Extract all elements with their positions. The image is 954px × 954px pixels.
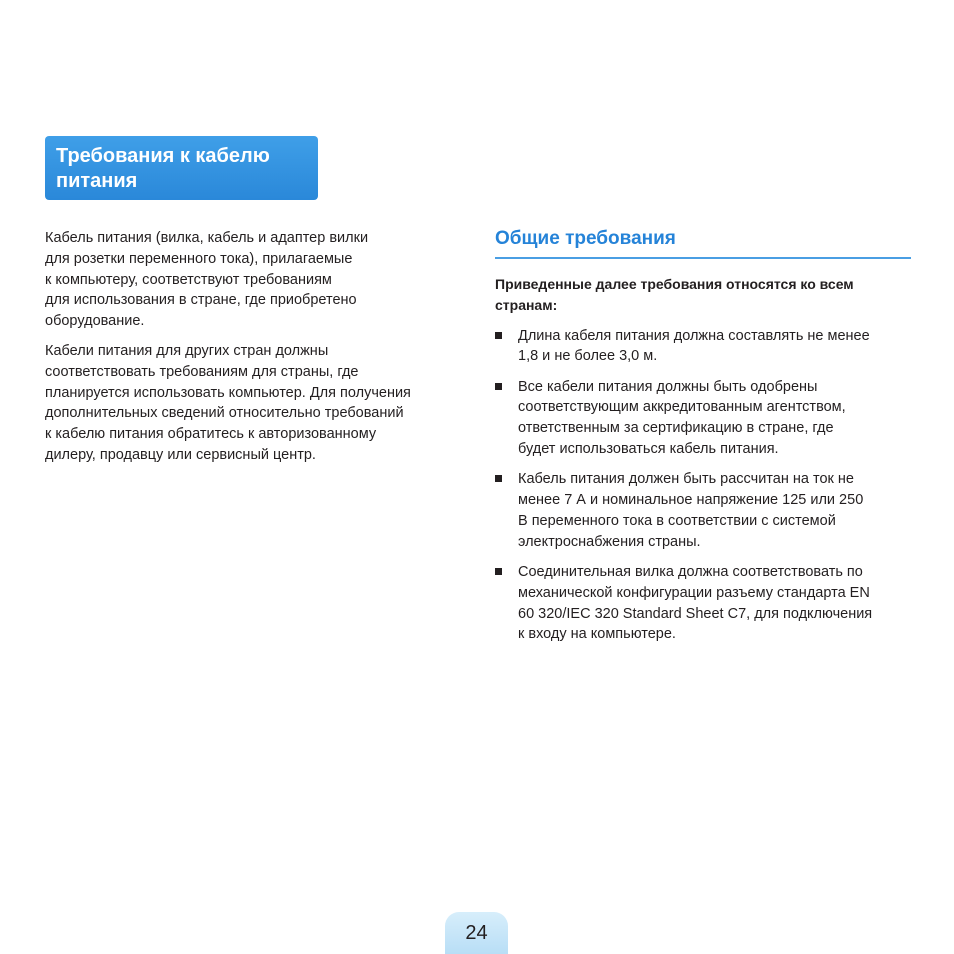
- list-item: [495, 377, 911, 460]
- text-line: соответствовать требованиям для страны, где: [45, 363, 359, 380]
- general-requirements-heading: Общие требования: [495, 226, 911, 259]
- text-line: Кабель питания должен быть рассчитан на ток не: [518, 471, 854, 488]
- text-line: Соединительная вилка должна соответствовать по: [518, 564, 863, 581]
- text-line: ответственным за сертификацию в стране, где: [518, 420, 834, 437]
- text-line: странам:: [495, 296, 558, 313]
- square-bullet-icon: [495, 475, 502, 482]
- text-line: механической конфигурации разъему стандарта EN: [518, 584, 870, 601]
- text-line: Кабели питания для других стран должны: [45, 342, 329, 359]
- list-item: [495, 469, 911, 552]
- square-bullet-icon: [495, 332, 502, 339]
- square-bullet-icon: [495, 568, 502, 575]
- text-line: Кабель питания (вилка, кабель и адаптер вилки: [45, 230, 369, 246]
- section-title-box: [45, 136, 318, 200]
- text-line: для розетки переменного тока), прилагаемые: [45, 250, 353, 267]
- left-column: [45, 228, 457, 475]
- text-line: электроснабжения страны.: [518, 533, 701, 550]
- requirements-list: [495, 326, 911, 646]
- square-bullet-icon: [495, 383, 502, 390]
- text-line: планируется использовать компьютер. Для получения: [45, 384, 411, 401]
- text-line: будет использоваться кабель питания.: [518, 441, 779, 458]
- text-line: менее 7 А и номинальное напряжение 125 или 250: [518, 492, 864, 509]
- text-line: 1,8 и не более 3,0 м.: [518, 348, 658, 365]
- text-line: к входу на компьютере.: [518, 626, 676, 643]
- text-line: дилеру, продавцу или сервисный центр.: [45, 446, 316, 463]
- list-item: [495, 326, 911, 368]
- section-title-line-1: Требования к кабелю: [56, 145, 270, 167]
- page-number: 24: [445, 912, 508, 954]
- text-line: 60 320/IEC 320 Standard Sheet C7, для подключения: [518, 605, 873, 622]
- text-line: для использования в стране, где приобретено: [45, 292, 357, 309]
- requirements-intro: [495, 274, 911, 316]
- text-line: к кабелю питания обратитесь к авторизованному: [45, 426, 377, 443]
- list-item: [495, 562, 911, 645]
- left-paragraph-2: [45, 341, 457, 466]
- text-line: Длина кабеля питания должна составлять не менее: [518, 327, 870, 344]
- text-line: В переменного тока в соответствии с системой: [518, 512, 836, 529]
- section-title-line-2: питания: [56, 170, 138, 192]
- text-line: Приведенные далее требования относятся ко всем: [495, 276, 854, 292]
- text-line: дополнительных сведений относительно требований: [45, 405, 404, 422]
- left-paragraph-1: [45, 228, 457, 332]
- section-title: [56, 144, 308, 194]
- text-line: соответствующим аккредитованным агентством,: [518, 399, 846, 416]
- text-line: Все кабели питания должны быть одобрены: [518, 378, 818, 395]
- text-line: оборудование.: [45, 313, 145, 330]
- right-column: [495, 226, 911, 655]
- text-line: к компьютеру, соответствуют требованиям: [45, 271, 332, 288]
